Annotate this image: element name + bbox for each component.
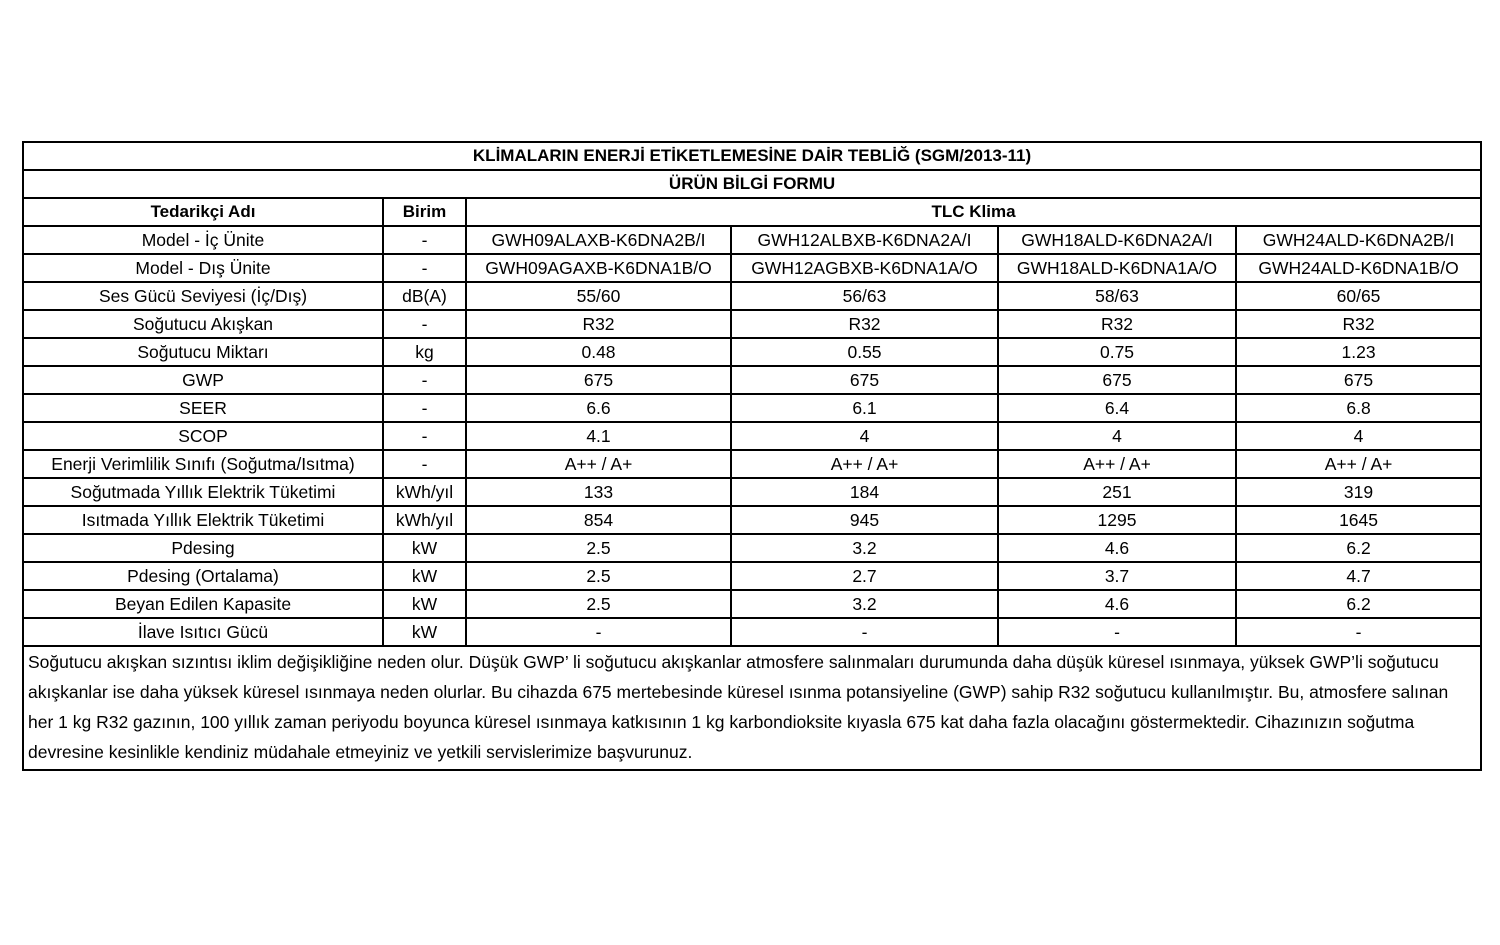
table-row — [23, 282, 1481, 310]
row-label: Soğutucu Miktarı — [23, 338, 383, 366]
product-info-table — [22, 141, 1482, 771]
row-unit: kW — [383, 562, 466, 590]
row-unit: kW — [383, 590, 466, 618]
row-label: Soğutucu Akışkan — [23, 310, 383, 338]
row-label: Soğutmada Yıllık Elektrik Tüketimi — [23, 478, 383, 506]
row-value: A++ / A+ — [1236, 450, 1481, 478]
row-value: 4 — [998, 422, 1236, 450]
row-value: 675 — [466, 366, 731, 394]
table-row — [23, 590, 1481, 618]
row-value: 2.5 — [466, 562, 731, 590]
row-value: 2.5 — [466, 534, 731, 562]
row-unit: - — [383, 422, 466, 450]
row-value: 675 — [731, 366, 998, 394]
supplier-label: Tedarikçi Adı — [23, 198, 383, 226]
row-value: 3.2 — [731, 534, 998, 562]
row-value: 2.7 — [731, 562, 998, 590]
row-value: 4 — [1236, 422, 1481, 450]
row-value: 4.1 — [466, 422, 731, 450]
row-value: 4 — [731, 422, 998, 450]
row-value: 2.5 — [466, 590, 731, 618]
row-value: 55/60 — [466, 282, 731, 310]
row-value: 60/65 — [1236, 282, 1481, 310]
row-value: - — [466, 618, 731, 646]
row-value: 251 — [998, 478, 1236, 506]
row-value: 133 — [466, 478, 731, 506]
gwp-footnote: Soğutucu akışkan sızıntısı iklim değişikliğine neden olur. Düşük GWP’ li soğutucu akışkanlar atmosfere salınmaları durumunda daha düşük küresel ısınmaya, yüksek GWP’li soğutucu akışkanlar ise daha yüksek küresel ısınmaya neden olurlar. Bu cihazda 675 mertebesinde küresel ısınma potansiyeline (GWP) sahip R32 soğutucu kullanılmıştır. Bu, atmosfere salınan her 1 kg R32 gazının, 100 yıllık zaman periyodu boyunca küresel ısınmaya katkısının 1 kg karbondioksite kıyasla 675 kat daha fazla olacağını göstermektedir. Cihazınızın soğutma devresine kesinlikle kendiniz müdahale etmeyiniz ve yetkili servislerimize başvurunuz. — [23, 646, 1481, 770]
table-row — [23, 450, 1481, 478]
row-label: SCOP — [23, 422, 383, 450]
table-row — [23, 618, 1481, 646]
row-label: GWP — [23, 366, 383, 394]
row-value: GWH18ALD-K6DNA1A/O — [998, 254, 1236, 282]
table-row — [23, 366, 1481, 394]
row-label: Model - Dış Ünite — [23, 254, 383, 282]
table-row — [23, 478, 1481, 506]
row-label: SEER — [23, 394, 383, 422]
row-value: 3.7 — [998, 562, 1236, 590]
table-row — [23, 562, 1481, 590]
row-label: İlave Isıtıcı Gücü — [23, 618, 383, 646]
subtitle-row — [23, 170, 1481, 198]
row-value: 945 — [731, 506, 998, 534]
row-value: 56/63 — [731, 282, 998, 310]
row-value: GWH18ALD-K6DNA2A/I — [998, 226, 1236, 254]
unit-label: Birim — [383, 198, 466, 226]
row-unit: kW — [383, 618, 466, 646]
row-unit: - — [383, 310, 466, 338]
row-value: 3.2 — [731, 590, 998, 618]
form-subtitle: ÜRÜN BİLGİ FORMU — [23, 170, 1481, 198]
row-value: 1645 — [1236, 506, 1481, 534]
row-value: GWH24ALD-K6DNA1B/O — [1236, 254, 1481, 282]
table-row — [23, 226, 1481, 254]
row-label: Isıtmada Yıllık Elektrik Tüketimi — [23, 506, 383, 534]
row-value: GWH09ALAXB-K6DNA2B/I — [466, 226, 731, 254]
row-unit: - — [383, 366, 466, 394]
row-value: 0.75 — [998, 338, 1236, 366]
row-value: 6.2 — [1236, 534, 1481, 562]
supplier-name: TLC Klima — [466, 198, 1481, 226]
row-label: Pdesing (Ortalama) — [23, 562, 383, 590]
row-value: GWH24ALD-K6DNA2B/I — [1236, 226, 1481, 254]
row-value: 319 — [1236, 478, 1481, 506]
row-unit: kWh/yıl — [383, 506, 466, 534]
table-row — [23, 394, 1481, 422]
row-label: Pdesing — [23, 534, 383, 562]
row-value: A++ / A+ — [466, 450, 731, 478]
row-unit: kg — [383, 338, 466, 366]
row-value: 675 — [998, 366, 1236, 394]
row-value: A++ / A+ — [731, 450, 998, 478]
row-value: 854 — [466, 506, 731, 534]
row-label: Ses Gücü Seviyesi (İç/Dış) — [23, 282, 383, 310]
title-row — [23, 142, 1481, 170]
row-value: 6.6 — [466, 394, 731, 422]
row-value: - — [731, 618, 998, 646]
row-value: 4.6 — [998, 534, 1236, 562]
row-value: R32 — [998, 310, 1236, 338]
row-value: R32 — [1236, 310, 1481, 338]
row-value: 4.7 — [1236, 562, 1481, 590]
row-value: 675 — [1236, 366, 1481, 394]
row-value: 6.8 — [1236, 394, 1481, 422]
row-value: 4.6 — [998, 590, 1236, 618]
row-value: 184 — [731, 478, 998, 506]
row-value: GWH12AGBXB-K6DNA1A/O — [731, 254, 998, 282]
header-row — [23, 198, 1481, 226]
row-value: A++ / A+ — [998, 450, 1236, 478]
row-unit: kW — [383, 534, 466, 562]
row-value: GWH09AGAXB-K6DNA1B/O — [466, 254, 731, 282]
row-value: 0.48 — [466, 338, 731, 366]
row-value: R32 — [731, 310, 998, 338]
table-row — [23, 422, 1481, 450]
row-unit: - — [383, 394, 466, 422]
row-label: Enerji Verimlilik Sınıfı (Soğutma/Isıtma) — [23, 450, 383, 478]
footnote-row — [23, 646, 1481, 770]
row-value: 58/63 — [998, 282, 1236, 310]
row-label: Beyan Edilen Kapasite — [23, 590, 383, 618]
row-unit: - — [383, 450, 466, 478]
row-value: 6.2 — [1236, 590, 1481, 618]
row-unit: dB(A) — [383, 282, 466, 310]
row-value: 6.1 — [731, 394, 998, 422]
row-value: - — [1236, 618, 1481, 646]
row-unit: - — [383, 254, 466, 282]
row-unit: - — [383, 226, 466, 254]
row-value: R32 — [466, 310, 731, 338]
table-row — [23, 310, 1481, 338]
row-label: Model - İç Ünite — [23, 226, 383, 254]
table-row — [23, 534, 1481, 562]
table-row — [23, 254, 1481, 282]
row-value: 0.55 — [731, 338, 998, 366]
table-row — [23, 506, 1481, 534]
form-title: KLİMALARIN ENERJİ ETİKETLEMESİNE DAİR TEBLİĞ (SGM/2013-11) — [23, 142, 1481, 170]
row-value: 1.23 — [1236, 338, 1481, 366]
row-value: 6.4 — [998, 394, 1236, 422]
row-value: 1295 — [998, 506, 1236, 534]
row-value: GWH12ALBXB-K6DNA2A/I — [731, 226, 998, 254]
table-row — [23, 338, 1481, 366]
row-value: - — [998, 618, 1236, 646]
row-unit: kWh/yıl — [383, 478, 466, 506]
